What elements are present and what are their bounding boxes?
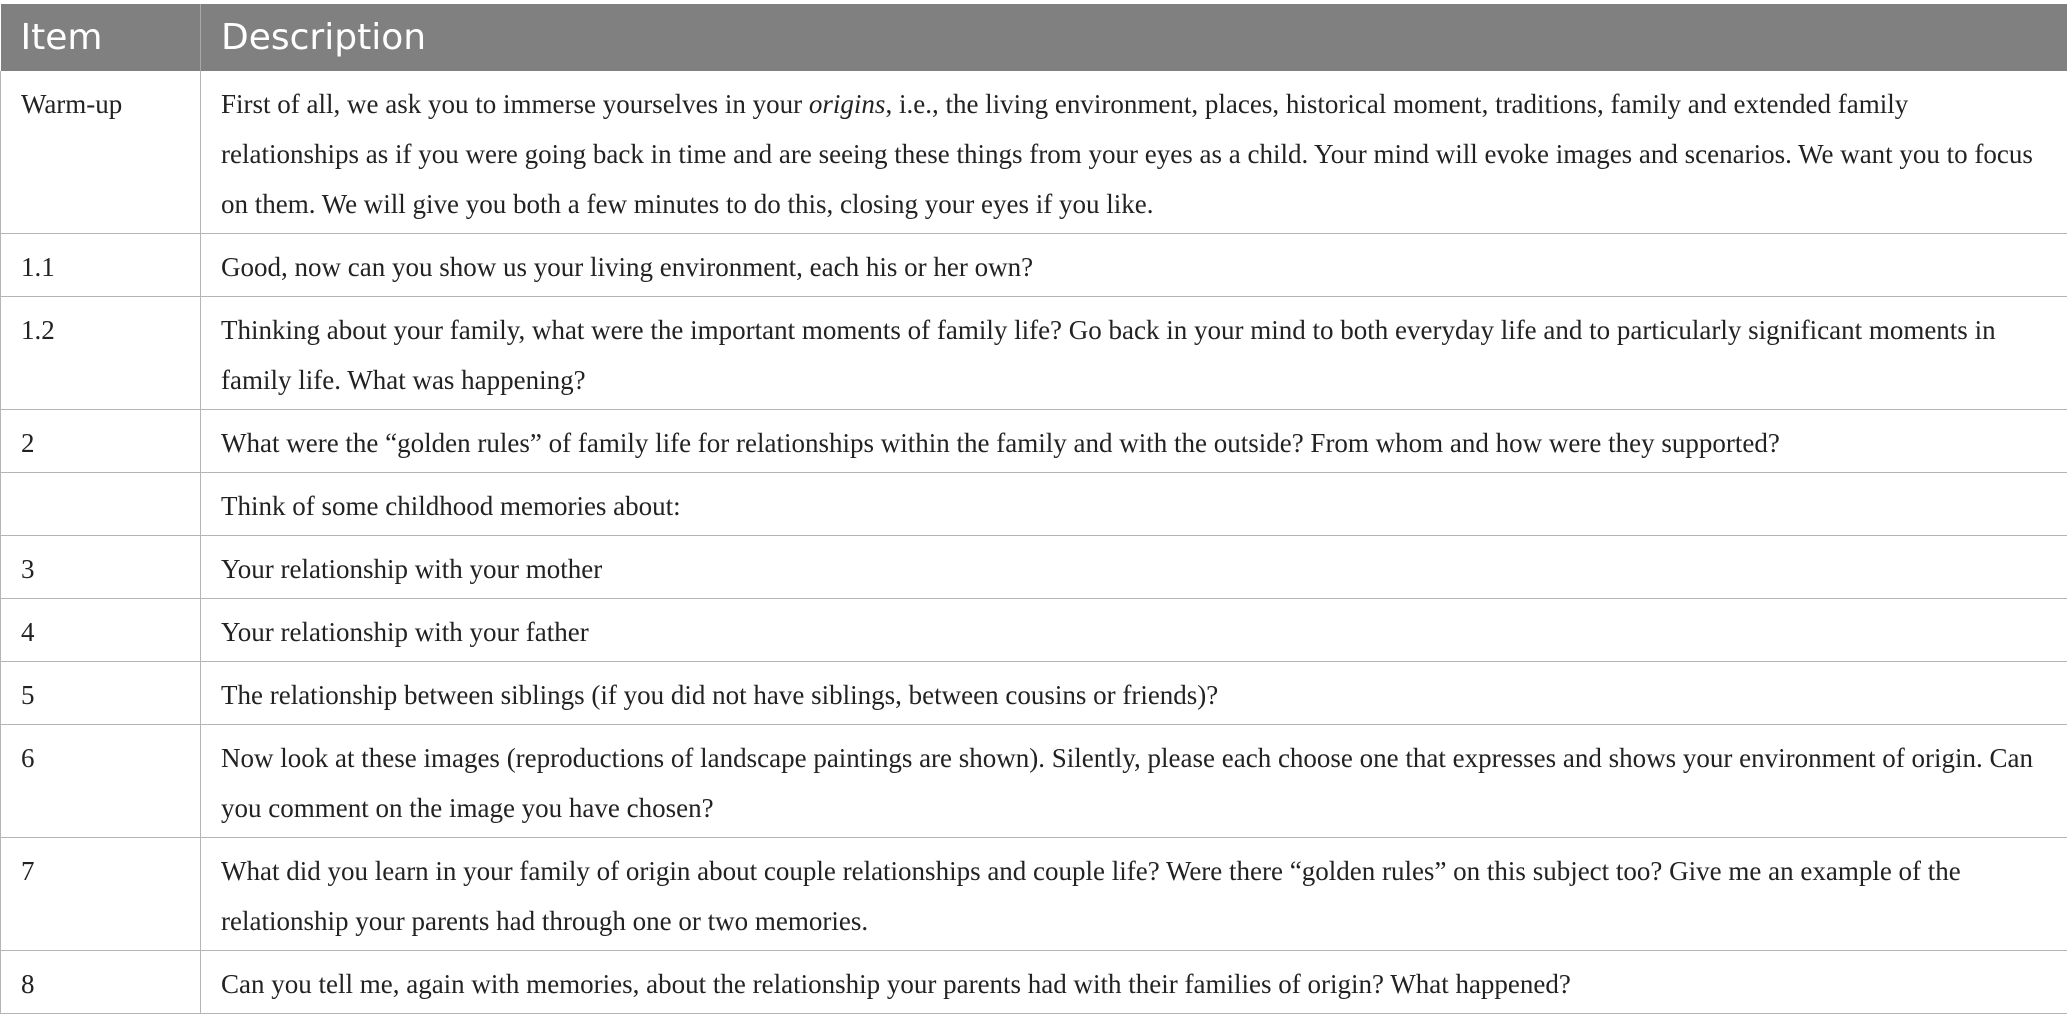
item-cell: 1.1 bbox=[1, 234, 201, 297]
item-cell: 5 bbox=[1, 662, 201, 725]
table-row bbox=[1, 536, 2067, 599]
description-cell bbox=[201, 71, 2067, 234]
description-cell: Now look at these images (reproductions of landscape paintings are shown). Silently, please each choose one that expresses and shows your environment of origin. Can you comment on the image you have chosen? bbox=[201, 725, 2067, 838]
description-cell: Your relationship with your father bbox=[201, 599, 2067, 662]
table-row bbox=[1, 838, 2067, 951]
header-row bbox=[1, 4, 2067, 71]
table-header bbox=[1, 4, 2067, 71]
table-row bbox=[1, 473, 2067, 536]
description-cell: What did you learn in your family of origin about couple relationships and couple life? Were there “golden rules” on this subject too? Give me an example of the relationship your parents had through one or two memories. bbox=[201, 838, 2067, 951]
description-cell: Thinking about your family, what were the important moments of family life? Go back in your mind to both everyday life and to particularly significant moments in family life. What was happening? bbox=[201, 297, 2067, 410]
table-row bbox=[1, 410, 2067, 473]
table-row bbox=[1, 725, 2067, 838]
item-cell: 8 bbox=[1, 951, 201, 1014]
description-text: , i.e., the living environment, places, historical moment, traditions, family and extended family relationships as if you were going back in time and are seeing these things from your eyes as a child. Your mind will evoke images and scenarios. We want you to focus on them. We will give you both a few minutes to do this, closing your eyes if you like. bbox=[221, 89, 2033, 219]
item-cell: Warm-up bbox=[1, 71, 201, 234]
table-row bbox=[1, 234, 2067, 297]
item-cell bbox=[1, 473, 201, 536]
description-cell: Think of some childhood memories about: bbox=[201, 473, 2067, 536]
description-cell: What were the “golden rules” of family life for relationships within the family and with the outside? From whom and how were they supported? bbox=[201, 410, 2067, 473]
interview-items-table bbox=[0, 4, 2067, 1014]
table-row bbox=[1, 662, 2067, 725]
description-cell: Your relationship with your mother bbox=[201, 536, 2067, 599]
header-description: Description bbox=[201, 4, 2067, 71]
item-cell: 1.2 bbox=[1, 297, 201, 410]
table-row bbox=[1, 951, 2067, 1014]
table-row bbox=[1, 599, 2067, 662]
description-cell: Can you tell me, again with memories, about the relationship your parents had with their families of origin? What happened? bbox=[201, 951, 2067, 1014]
description-cell: The relationship between siblings (if you did not have siblings, between cousins or friends)? bbox=[201, 662, 2067, 725]
table-row bbox=[1, 71, 2067, 234]
item-cell: 7 bbox=[1, 838, 201, 951]
table-row bbox=[1, 297, 2067, 410]
item-cell: 4 bbox=[1, 599, 201, 662]
table-body bbox=[1, 71, 2067, 1014]
item-cell: 3 bbox=[1, 536, 201, 599]
description-text: First of all, we ask you to immerse yourselves in your bbox=[221, 89, 809, 119]
item-cell: 2 bbox=[1, 410, 201, 473]
header-item: Item bbox=[1, 4, 201, 71]
description-cell: Good, now can you show us your living environment, each his or her own? bbox=[201, 234, 2067, 297]
item-cell: 6 bbox=[1, 725, 201, 838]
description-emphasis: origins bbox=[808, 89, 886, 119]
interview-items-table-container bbox=[0, 4, 2067, 1014]
